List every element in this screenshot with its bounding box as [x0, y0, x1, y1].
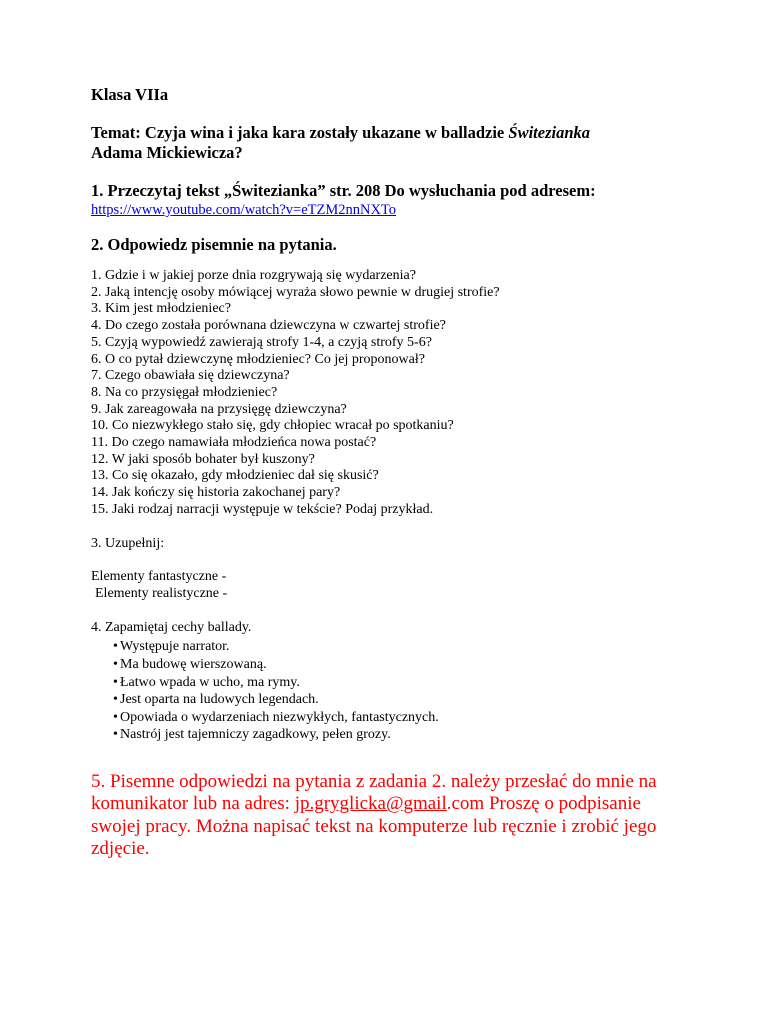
document-page — [91, 85, 731, 861]
bullet-icon: • — [113, 692, 118, 708]
question-item: 4. Do czego została porównana dziewczyna w czwartej strofie? — [91, 318, 446, 334]
question-item: 15. Jaki rodzaj narracji występuje w tekście? Podaj przykład. — [91, 501, 434, 517]
questions-list — [91, 268, 731, 519]
task-1-text: 1. Przeczytaj tekst „Świtezianka” str. 208 Do wysłuchania pod adresem: — [91, 181, 596, 200]
list-item: • Łatwo wpada w ucho, ma rymy. — [113, 674, 300, 690]
list-item: • Ma budowę wierszowaną. — [113, 656, 267, 672]
question-item: 9. Jak zareagowała na przysięgę dziewczyna? — [91, 401, 347, 417]
question-item: 10. Co niezwykłego stało się, gdy chłopiec wracał po spotkaniu? — [91, 418, 454, 434]
fantasy-elements-line: Elementy fantastyczne - — [91, 569, 227, 585]
question-item: 7. Czego obawiała się dziewczyna? — [91, 368, 290, 384]
realistic-elements-line: Elementy realistyczne - — [95, 585, 228, 601]
task-3-heading: 3. Uzupełnij: — [91, 535, 165, 551]
task-4-heading: 4. Zapamiętaj cechy ballady. — [91, 619, 252, 635]
task-2-heading: 2. Odpowiedz pisemnie na pytania. — [91, 235, 337, 254]
list-item: • Jest oparta na ludowych legendach. — [113, 692, 319, 708]
lesson-topic — [91, 123, 731, 163]
bullet-icon: • — [113, 709, 118, 725]
email-link[interactable]: jp.gryglicka@gmail — [294, 793, 447, 815]
question-item: 12. W jaki sposób bohater był kuszony? — [91, 451, 315, 467]
class-title: Klasa VIIa — [91, 85, 169, 104]
task-1 — [91, 181, 731, 219]
question-item: 14. Jak kończy się historia zakochanej pary? — [91, 485, 341, 501]
question-item: 6. O co pytał dziewczynę młodzieniec? Co jej proponował? — [91, 351, 425, 367]
question-item: 5. Czyją wypowiedź zawierają strofy 1-4, a czyją strofy 5-6? — [91, 334, 432, 350]
bullet-icon: • — [113, 656, 118, 672]
list-item: • Występuje narrator. — [113, 639, 230, 655]
question-item: 13. Co się okazało, gdy młodzieniec dał się skusić? — [91, 468, 379, 484]
task-2 — [91, 235, 731, 519]
question-item: 11. Do czego namawiała młodzieńca nowa postać? — [91, 435, 377, 451]
task-5-text-after: .com Proszę o podpisanie swojej pracy. Można napisać tekst na komputerze lub ręcznie i zrobić jego zdjęcie. — [91, 793, 657, 860]
youtube-link[interactable]: https://www.youtube.com/watch?v=eTZM2nnNXTo — [91, 202, 397, 218]
task-5-text-before: 5. Pisemne odpowiedzi na pytania z zadania 2. należy przesłać do mnie na komunikator lub na adres: — [91, 770, 657, 815]
question-item: 8. Na co przysięgał młodzieniec? — [91, 384, 278, 400]
ballad-features-list — [91, 638, 731, 744]
question-item: 1. Gdzie i w jakiej porze dnia rozgrywają się wydarzenia? — [91, 268, 416, 283]
question-item: 3. Kim jest młodzieniec? — [91, 301, 231, 317]
list-item: • Opowiada o wydarzeniach niezwykłych, fantastycznych. — [113, 709, 439, 725]
bullet-icon: • — [113, 674, 118, 690]
bullet-icon: • — [113, 639, 118, 655]
bullet-icon: • — [113, 727, 118, 743]
topic-prefix: Temat: Czyja wina i jaka kara zostały ukazane w balladzie — [91, 123, 509, 142]
topic-suffix: Adama Mickiewicza? — [91, 143, 243, 162]
topic-title-italic: Świtezianka — [508, 123, 590, 142]
list-item: • Nastrój jest tajemniczy zagadkowy, pełen grozy. — [113, 727, 391, 743]
task-5-instructions — [91, 771, 691, 861]
question-item: 2. Jaką intencję osoby mówiącej wyraża słowo pewnie w drugiej strofie? — [91, 284, 500, 300]
